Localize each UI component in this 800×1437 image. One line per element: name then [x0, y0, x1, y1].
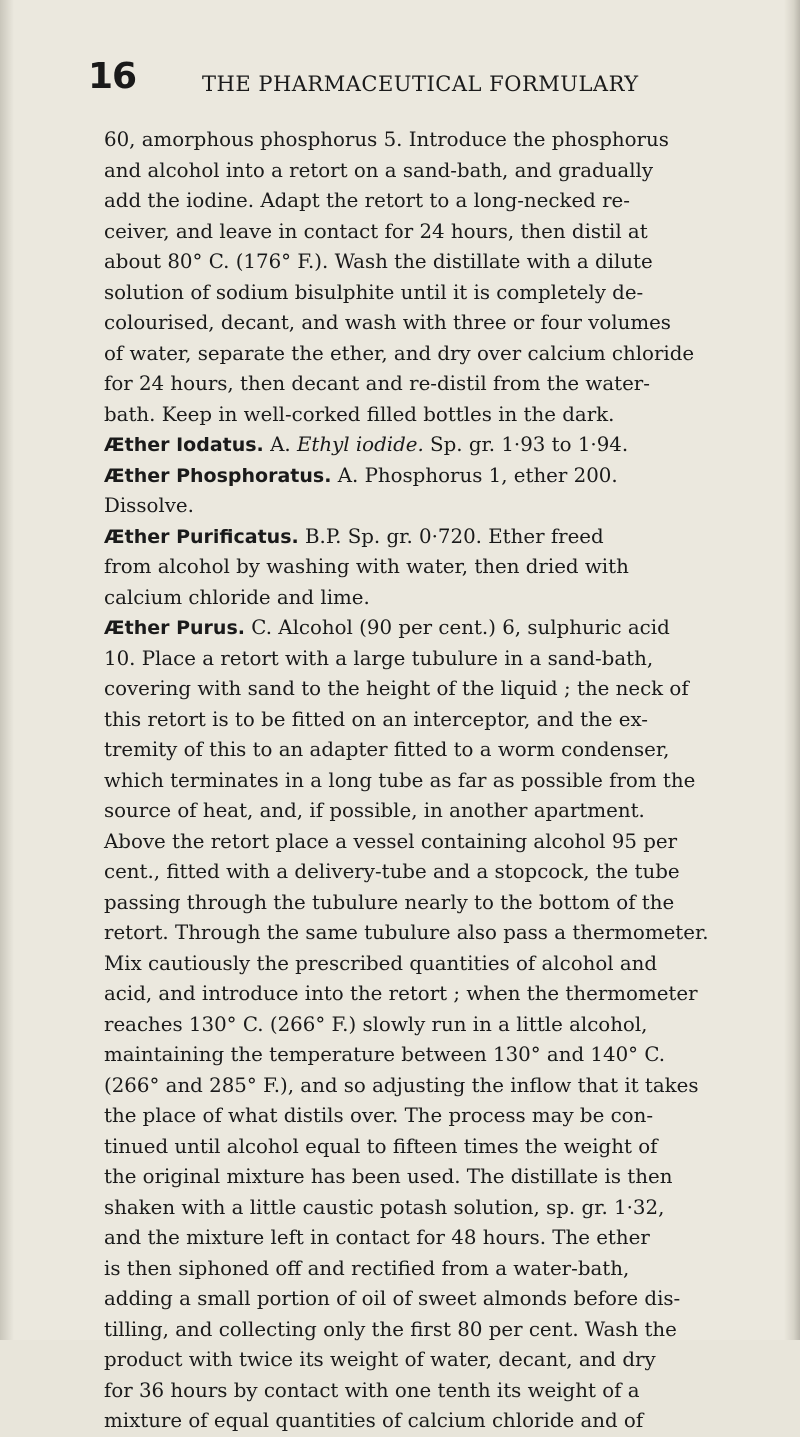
- text-run: this retort is to be fitted on an interceptor, and the ex-: [104, 707, 648, 731]
- text-run: tilling, and collecting only the first 80 per cent. Wash the: [104, 1317, 677, 1341]
- text-line: [104, 1223, 714, 1254]
- text-line: [104, 1406, 714, 1437]
- text-line: [104, 156, 714, 187]
- text-line: [104, 1040, 714, 1071]
- text-run: B.P. Sp. gr. 0·720. Ether freed: [298, 524, 604, 548]
- text-run: passing through the tubulure nearly to the bottom of the: [104, 890, 675, 914]
- text-run: retort. Through the same tubulure also pass a thermometer.: [104, 921, 709, 944]
- text-run: Dissolve.: [104, 494, 194, 517]
- text-run: mixture of equal quantities of calcium chloride and of: [104, 1409, 644, 1432]
- text-line: [104, 949, 714, 980]
- text-line: [104, 278, 714, 309]
- entry-heading: Æther Phosphoratus.: [104, 464, 332, 487]
- text-line: [104, 1101, 714, 1132]
- text-run: and the mixture left in contact for 48 hours. The ether: [104, 1226, 650, 1249]
- text-line: [104, 705, 714, 736]
- body-text: [104, 125, 714, 1437]
- text-run: tremity of this to an adapter fitted to a worm condenser,: [104, 738, 670, 761]
- text-run: of water, separate the ether, and dry over calcium chloride: [104, 341, 695, 365]
- text-run: (266° and 285° F.), and so adjusting the inflow that it takes: [104, 1073, 699, 1097]
- text-line: [104, 1193, 714, 1224]
- text-line: [104, 1162, 714, 1193]
- running-title: THE PHARMACEUTICAL FORMULARY: [202, 72, 639, 96]
- entry-heading: Æther Purificatus.: [104, 525, 299, 548]
- text-run: from alcohol by washing with water, then dried with: [104, 555, 629, 578]
- text-run: calcium chloride and lime.: [104, 585, 370, 609]
- text-run: ceiver, and leave in contact for 24 hours, then distil at: [104, 219, 648, 243]
- text-line: [104, 918, 714, 949]
- text-run: add the iodine. Adapt the retort to a long-necked re-: [104, 189, 630, 212]
- text-line: [104, 522, 714, 553]
- text-line: [104, 339, 714, 370]
- text-line: [104, 1132, 714, 1163]
- text-line: [104, 1315, 714, 1346]
- text-run: C. Alcohol (90 per cent.) 6, sulphuric acid: [244, 616, 670, 639]
- text-line: [104, 827, 714, 858]
- text-run: which terminates in a long tube as far as possible from the: [104, 768, 696, 792]
- text-line: [104, 308, 714, 339]
- text-line: [104, 1254, 714, 1285]
- text-run: for 24 hours, then decant and re-distil from the water-: [104, 372, 650, 395]
- text-line: [104, 247, 714, 278]
- text-line: [104, 430, 714, 461]
- text-run: 10. Place a retort with a large tubulure in a sand-bath,: [104, 646, 654, 670]
- text-run: tinued until alcohol equal to fifteen times the weight of: [104, 1134, 658, 1158]
- text-run: acid, and introduce into the retort ; when the thermometer: [104, 982, 698, 1005]
- text-line: [104, 1010, 714, 1041]
- text-line: [104, 491, 714, 522]
- text-run: covering with sand to the height of the liquid ; the neck of: [104, 677, 689, 700]
- text-line: [104, 644, 714, 675]
- text-run: about 80° C. (176° F.). Wash the distillate with a dilute: [104, 250, 653, 273]
- text-line: [104, 125, 714, 156]
- text-run: and alcohol into a retort on a sand-bath, and gradually: [104, 158, 654, 182]
- text-line: [104, 186, 714, 217]
- text-run: is then siphoned off and rectified from a water-bath,: [104, 1256, 630, 1280]
- text-run: product with twice its weight of water, decant, and dry: [104, 1348, 656, 1371]
- text-run: reaches 130° C. (266° F.) slowly run in a little alcohol,: [104, 1012, 648, 1036]
- text-run: source of heat, and, if possible, in another apartment.: [104, 799, 645, 822]
- page-number: 16: [88, 56, 137, 97]
- text-line: [104, 1284, 714, 1315]
- text-run: A.: [263, 433, 297, 456]
- text-run: A. Phosphorus 1, ether 200.: [331, 463, 618, 487]
- page-edge: [784, 0, 800, 1340]
- text-run: for 36 hours by contact with one tenth its weight of a: [104, 1378, 640, 1402]
- text-run: the place of what distils over. The process may be con-: [104, 1104, 654, 1127]
- text-line: [104, 583, 714, 614]
- text-line: [104, 613, 714, 644]
- text-line: [104, 1071, 714, 1102]
- text-run: Mix cautiously the prescribed quantities of alcohol and: [104, 951, 658, 975]
- text-run: solution of sodium bisulphite until it is completely de-: [104, 280, 644, 304]
- text-run: cent., fitted with a delivery-tube and a stopcock, the tube: [104, 860, 680, 883]
- text-line: [104, 552, 714, 583]
- text-run: maintaining the temperature between 130° and 140° C.: [104, 1043, 666, 1066]
- text-line: [104, 674, 714, 705]
- text-run: Above the retort place a vessel containing alcohol 95 per: [104, 829, 678, 853]
- text-line: [104, 400, 714, 431]
- page-header: [88, 56, 718, 110]
- entry-heading: Æther Purus.: [104, 617, 245, 639]
- text-line: [104, 857, 714, 888]
- text-run: shaken with a little caustic potash solution, sp. gr. 1·32,: [104, 1195, 665, 1219]
- text-line: [104, 766, 714, 797]
- text-run: bath. Keep in well-corked filled bottles in the dark.: [104, 402, 615, 426]
- text-line: [104, 1376, 714, 1407]
- text-line: [104, 1345, 714, 1376]
- italic-text: Ethyl iodide.: [296, 433, 424, 456]
- text-line: [104, 796, 714, 827]
- text-line: [104, 461, 714, 492]
- text-line: [104, 888, 714, 919]
- text-line: [104, 735, 714, 766]
- text-run: colourised, decant, and wash with three or four volumes: [104, 311, 671, 334]
- page-gutter-shadow: [0, 0, 14, 1340]
- text-run: 60, amorphous phosphorus 5. Introduce the phosphorus: [104, 128, 669, 151]
- entry-heading: Æther Iodatus.: [104, 434, 264, 456]
- text-line: [104, 979, 714, 1010]
- text-run: adding a small portion of oil of sweet almonds before dis-: [104, 1287, 681, 1310]
- text-run: the original mixture has been used. The distillate is then: [104, 1165, 673, 1188]
- text-line: [104, 217, 714, 248]
- text-line: [104, 369, 714, 400]
- text-run: Sp. gr. 1·93 to 1·94.: [423, 433, 629, 456]
